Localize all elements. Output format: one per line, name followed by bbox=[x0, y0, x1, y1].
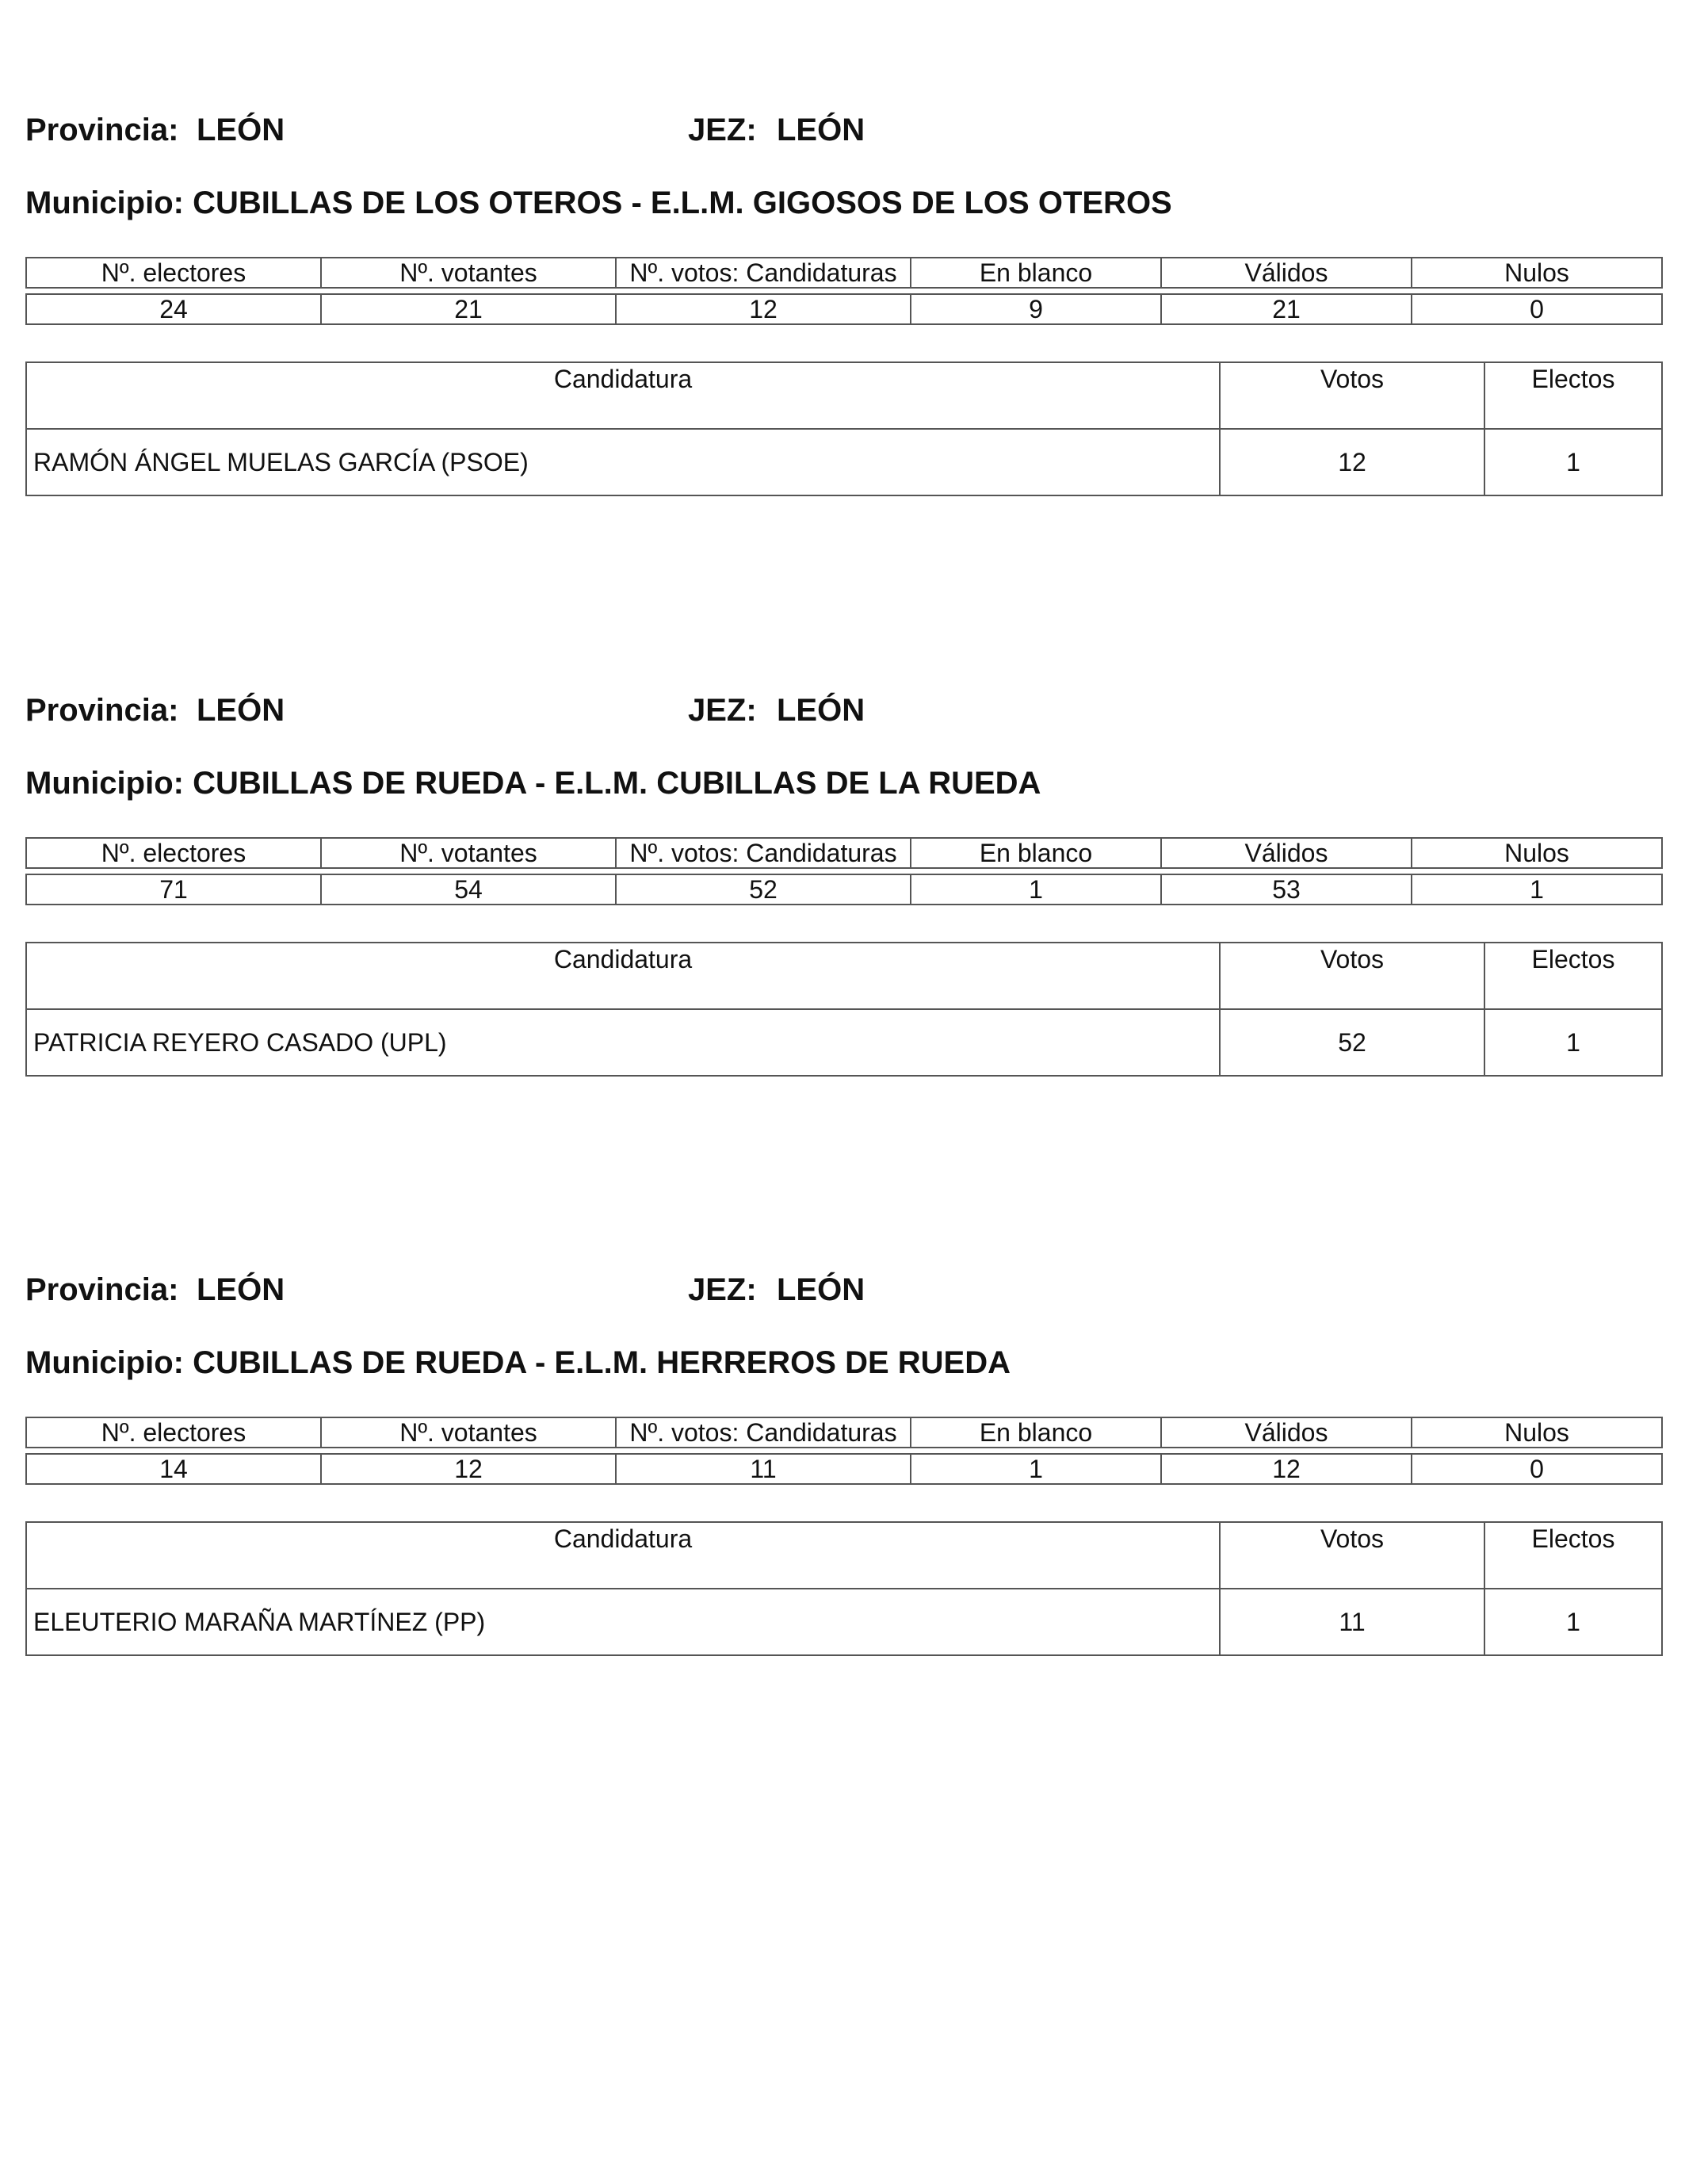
provincia-value: LEÓN bbox=[197, 693, 285, 728]
stats-value-en-blanco: 1 bbox=[911, 874, 1161, 905]
candidate-name: RAMÓN ÁNGEL MUELAS GARCÍA (PSOE) bbox=[26, 429, 1220, 495]
stats-header-votos-candidaturas: Nº. votos: Candidaturas bbox=[616, 838, 911, 868]
stats-value-nulos: 1 bbox=[1412, 874, 1662, 905]
stats-value-votos-candidaturas: 52 bbox=[616, 874, 911, 905]
provincia-value: LEÓN bbox=[197, 113, 285, 147]
candidate-votos: 52 bbox=[1220, 1009, 1484, 1076]
jez-label: JEZ: bbox=[688, 1272, 757, 1307]
stats-table bbox=[25, 837, 1663, 905]
municipio-label: Municipio: bbox=[25, 1345, 184, 1380]
candidate-electos: 1 bbox=[1484, 429, 1662, 495]
stats-value-votos-candidaturas: 12 bbox=[616, 294, 911, 324]
stats-value-row bbox=[26, 1454, 1662, 1484]
stats-value-en-blanco: 9 bbox=[911, 294, 1161, 324]
header-electos: Electos bbox=[1484, 362, 1662, 429]
provincia-label: Provincia: bbox=[25, 1272, 179, 1307]
stats-header-validos: Válidos bbox=[1161, 1417, 1412, 1448]
provincia-value: LEÓN bbox=[197, 1272, 285, 1307]
stats-header-votantes: Nº. votantes bbox=[321, 1417, 616, 1448]
stats-header-votos-candidaturas: Nº. votos: Candidaturas bbox=[616, 1417, 911, 1448]
stats-header-electores: Nº. electores bbox=[26, 838, 321, 868]
municipio-value: CUBILLAS DE RUEDA - E.L.M. HERREROS DE RUEDA bbox=[193, 1345, 1011, 1380]
stats-value-nulos: 0 bbox=[1412, 1454, 1662, 1484]
stats-value-votantes: 12 bbox=[321, 1454, 616, 1484]
stats-value-row bbox=[26, 874, 1662, 905]
municipio-label: Municipio: bbox=[25, 186, 184, 220]
candidate-row bbox=[26, 1589, 1662, 1655]
stats-value-votos-candidaturas: 11 bbox=[616, 1454, 911, 1484]
stats-value-en-blanco: 1 bbox=[911, 1454, 1161, 1484]
stats-value-row bbox=[26, 294, 1662, 324]
stats-header-validos: Válidos bbox=[1161, 258, 1412, 288]
header-votos: Votos bbox=[1220, 362, 1484, 429]
provincia-label: Provincia: bbox=[25, 113, 179, 147]
header-candidatura: Candidatura bbox=[26, 362, 1220, 429]
stats-value-validos: 12 bbox=[1161, 1454, 1412, 1484]
stats-header-votantes: Nº. votantes bbox=[321, 838, 616, 868]
candidate-row bbox=[26, 1009, 1662, 1076]
stats-value-validos: 53 bbox=[1161, 874, 1412, 905]
stats-header-en-blanco: En blanco bbox=[911, 258, 1161, 288]
municipio-line bbox=[25, 1344, 1011, 1382]
header-candidatura: Candidatura bbox=[26, 943, 1220, 1009]
stats-header-votantes: Nº. votantes bbox=[321, 258, 616, 288]
candidate-name: PATRICIA REYERO CASADO (UPL) bbox=[26, 1009, 1220, 1076]
stats-value-nulos: 0 bbox=[1412, 294, 1662, 324]
stats-header-nulos: Nulos bbox=[1412, 838, 1662, 868]
jez-label: JEZ: bbox=[688, 693, 757, 728]
stats-table bbox=[25, 257, 1663, 325]
candidate-votos: 11 bbox=[1220, 1589, 1484, 1655]
stats-header-row bbox=[26, 1417, 1662, 1448]
candidate-electos: 1 bbox=[1484, 1589, 1662, 1655]
candidates-table bbox=[25, 1521, 1663, 1656]
stats-header-row bbox=[26, 258, 1662, 288]
municipio-value: CUBILLAS DE RUEDA - E.L.M. CUBILLAS DE LA RUEDA bbox=[193, 766, 1041, 801]
jez-value: LEÓN bbox=[777, 113, 865, 147]
candidates-header-row bbox=[26, 1522, 1662, 1589]
candidates-table bbox=[25, 361, 1663, 496]
stats-value-electores: 24 bbox=[26, 294, 321, 324]
candidate-electos: 1 bbox=[1484, 1009, 1662, 1076]
candidate-votos: 12 bbox=[1220, 429, 1484, 495]
stats-header-row bbox=[26, 838, 1662, 868]
stats-header-electores: Nº. electores bbox=[26, 1417, 321, 1448]
municipio-line bbox=[25, 184, 1172, 222]
header-votos: Votos bbox=[1220, 943, 1484, 1009]
stats-header-votos-candidaturas: Nº. votos: Candidaturas bbox=[616, 258, 911, 288]
jez-value: LEÓN bbox=[777, 693, 865, 728]
candidates-table bbox=[25, 942, 1663, 1077]
municipio-value: CUBILLAS DE LOS OTEROS - E.L.M. GIGOSOS DE LOS OTEROS bbox=[193, 186, 1172, 220]
candidate-name: ELEUTERIO MARAÑA MARTÍNEZ (PP) bbox=[26, 1589, 1220, 1655]
candidate-row bbox=[26, 429, 1662, 495]
stats-table bbox=[25, 1417, 1663, 1485]
header-votos: Votos bbox=[1220, 1522, 1484, 1589]
jez-label: JEZ: bbox=[688, 113, 757, 147]
stats-value-electores: 71 bbox=[26, 874, 321, 905]
stats-header-nulos: Nulos bbox=[1412, 1417, 1662, 1448]
stats-value-electores: 14 bbox=[26, 1454, 321, 1484]
stats-header-validos: Válidos bbox=[1161, 838, 1412, 868]
stats-value-validos: 21 bbox=[1161, 294, 1412, 324]
stats-header-nulos: Nulos bbox=[1412, 258, 1662, 288]
stats-header-en-blanco: En blanco bbox=[911, 838, 1161, 868]
stats-header-electores: Nº. electores bbox=[26, 258, 321, 288]
provincia-label: Provincia: bbox=[25, 693, 179, 728]
municipio-label: Municipio: bbox=[25, 766, 184, 801]
header-electos: Electos bbox=[1484, 943, 1662, 1009]
stats-header-en-blanco: En blanco bbox=[911, 1417, 1161, 1448]
stats-value-votantes: 54 bbox=[321, 874, 616, 905]
jez-value: LEÓN bbox=[777, 1272, 865, 1307]
header-candidatura: Candidatura bbox=[26, 1522, 1220, 1589]
stats-value-votantes: 21 bbox=[321, 294, 616, 324]
header-electos: Electos bbox=[1484, 1522, 1662, 1589]
candidates-header-row bbox=[26, 943, 1662, 1009]
municipio-line bbox=[25, 764, 1041, 802]
candidates-header-row bbox=[26, 362, 1662, 429]
